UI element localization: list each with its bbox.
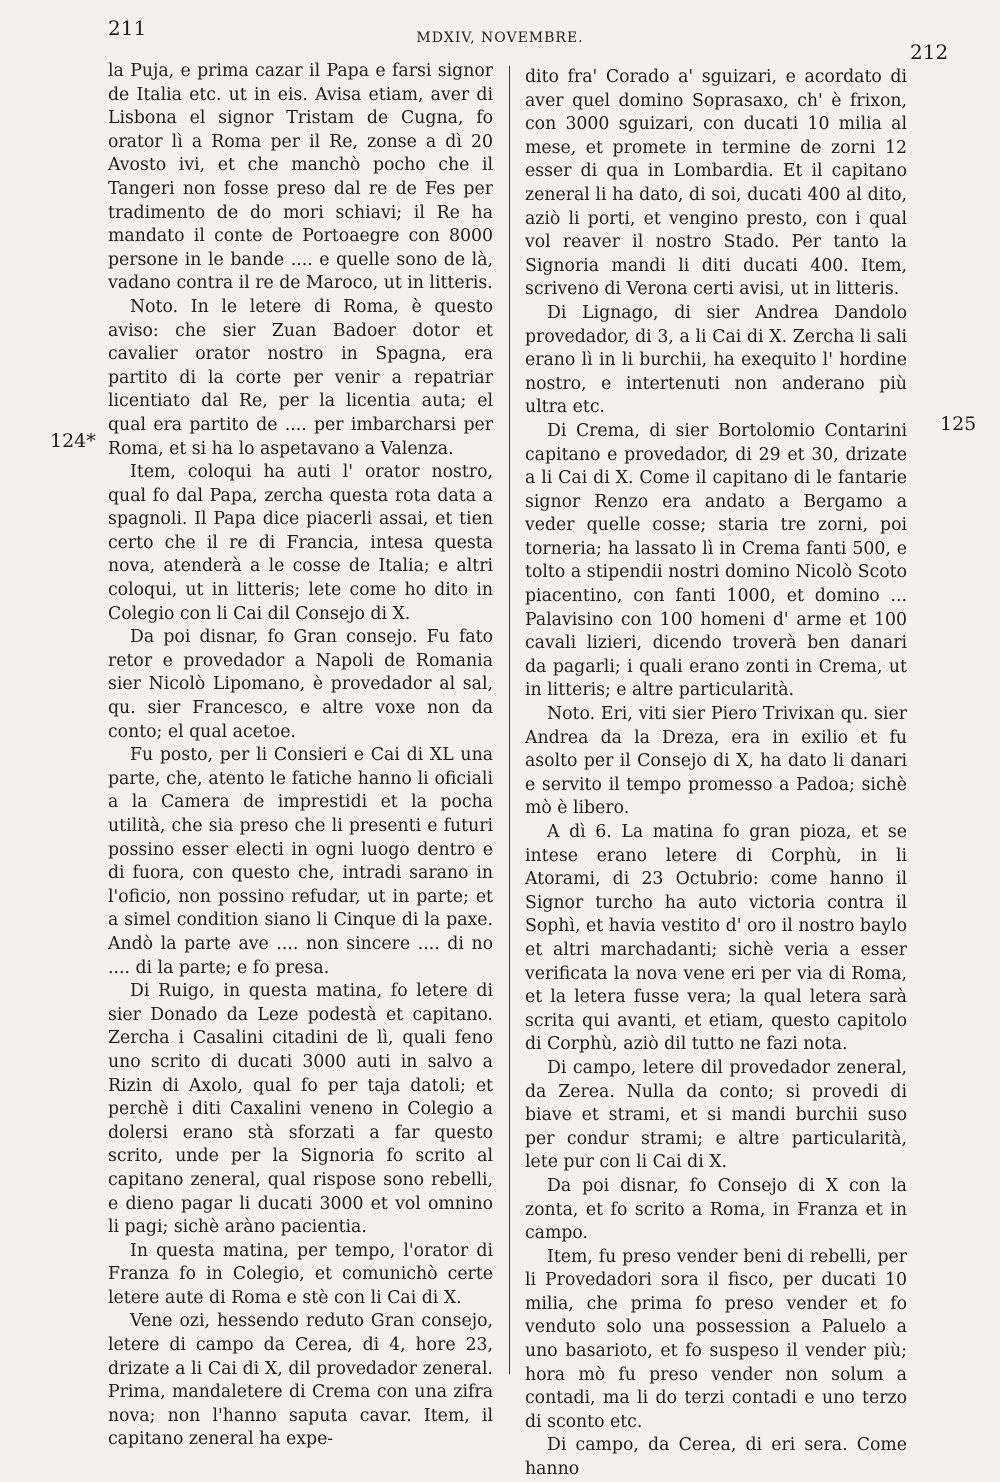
paragraph: Di Crema, di sier Bortolomio Contarini capitano e provedador, di 29 et 30, drizate a li Cai di X. Come il capitano di le fantarie signor Renzo era andato a Bergamo a veder quelle cosse; staria tre zorni, poi torneria; ha lassato lì in Crema fanti 500, e tolto a stipendii nostri domino Nicolò Scoto piacentino, con fanti 1000, et domino ... Palavisino con 100 homeni d' arme et 100 cavali lizieri, dicendo troverà ben danari da pagarli; i quali erano zonti in Crema, ut in litteris; e altre particularità. bbox=[525, 420, 907, 701]
paragraph: Di campo, letere dil provedador zeneral, da Zerea. Nulla da conto; si provedi di biave et strami, et si mandi burchii suso per condur strami; e altre particularità, lete pur con li Cai di X. bbox=[525, 1057, 907, 1173]
paragraph: la Puja, e prima cazar il Papa e farsi signor de Italia etc. ut in eis. Avisa etiam, aver di Lisbona el signor Tristam de Cugna, fo orator lì a Roma per il Re, zonse a dì 20 Avosto ivi, et che manchò pocho che il Tangeri non fosse preso dal re de Fes per tradimento de do mori schiavi; il Re ha mandato il conte de Portoaegre con 8000 persone in le bande .... e quelle sono de là, vadano contra il re de Maroco, ut in litteris. bbox=[108, 61, 493, 294]
page-number-left: 211 bbox=[108, 16, 147, 40]
paragraph: dito fra' Corado a' sguizari, e acordato di aver quel domino Soprasaxo, ch' è frixon, con 3000 sguizari, con ducati 10 milia al mese, et promete in termine de zorni 12 esser di qua in Lombardia. Et il capitano zeneral li ha dato, di soi, ducati 400 al dito, aziò li porti, et vengino presto, con i qual vol reaver il nostro Stado. Per tanto la Signoria mandi li diti ducati 400. Item, scriveno di Verona certi avisi, ut in litteris. bbox=[525, 67, 907, 300]
paragraph: Da poi disnar, fo Consejo di X con la zonta, et fo scrito a Roma, in Franza et in campo. bbox=[525, 1175, 907, 1244]
paragraph: Di Ruigo, in questa matina, fo letere di sier Donado da Leze podestà et capitano. Zercha i Casalini citadini de lì, quali feno uno scrito di ducati 3000 auti in salvo a Rizin di Axolo, qual fo per taja datoli; et perchè i diti Caxalini veneno in Colegio a dolersi erano stà sforzati a far questo scrito, unde per la Signoria fo scrito al capitano zeneral, qual rispose sono rebelli, e dieno pagar li ducati 3000 et vol omnino li pagi; sichè aràno pacientia. bbox=[108, 981, 493, 1238]
paragraph: Item, fu preso vender beni di rebelli, per li Provedadori sora il fisco, per ducati 10 milia, che prima fo preso vender et fo venduto solo una possession a Paluelo a uno basarioto, et fo suspeso il vender più; hora mò fu preso vender non solum a contadi, ma li do terzi contadi e uno terzo di sconto etc. bbox=[525, 1246, 907, 1432]
text-column-left bbox=[108, 60, 493, 1450]
margin-mark-left: 124* bbox=[50, 430, 96, 452]
paragraph: Noto. Eri, viti sier Piero Trivixan qu. sier Andrea da la Dreza, era in exilio et fu asolto per il Consejo di X, ha dato li danari e servito il tempo promesso a Padoa; sichè mò è libero. bbox=[525, 704, 907, 819]
running-header: MDXIV, NOVEMBRE. bbox=[416, 30, 584, 46]
margin-mark-right: 125 bbox=[940, 413, 977, 435]
paragraph: Di Lignago, di sier Andrea Dandolo provedador, di 3, a li Cai di X. Zercha li sali erano lì in li burchii, ha exequito l' hordine nostro, e intertenuti non anderano più ultra etc. bbox=[525, 302, 907, 418]
paragraph: Vene ozi, hessendo reduto Gran consejo, letere di campo da Cerea, di 4, hore 23, drizate a li Cai di X, dil provedador zeneral. Prima, mandaletere di Crema con una zifra nova; non l'hanno saputa cavar. Item, il capitano zeneral ha expe- bbox=[108, 1311, 493, 1450]
page-number-right: 212 bbox=[910, 40, 949, 64]
paragraph: Item, coloqui ha auti l' orator nostro, qual fo dal Papa, zercha questa rota data a spagnoli. Il Papa dice piacerli assai, et tien certo che il re di Francia, intesa questa nova, atenderà a le cosse de Italia; e altri coloqui, ut in litteris; lete come ho dito in Colegio con li Cai dil Consejo di X. bbox=[108, 462, 493, 624]
text-column-right bbox=[525, 66, 907, 1480]
paragraph: Da poi disnar, fo Gran consejo. Fu fato retor e provedador a Napoli de Romania sier Nicolò Lipomano, è provedador al sal, qu. sier Francesco, e altre voxe non da conto; el qual acetoe. bbox=[108, 627, 493, 742]
paragraph: Fu posto, per li Consieri e Cai di XL una parte, che, atento le fatiche hanno li oficiali a la Camera de imprestidi et la pocha utilità, che sia preso che li presenti e futuri possino esser electi in ogni luogo dentro e di fuora, con questo che, intradi sarano in l'oficio, non possino refudar, ut in parte; et a simel condition siano li Cinque di la paxe. Andò la parte ave .... non sincere .... di no .... di la parte; e fo presa. bbox=[108, 745, 493, 978]
paragraph: A dì 6. La matina fo gran pioza, et se intese erano letere di Corphù, in li Atorami, di 23 Octubrio: come hanno il Signor turcho ha auto victoria contra il Sophì, et havia vestito d' oro il nostro baylo et altri marchadanti; sichè veria a esser verificata la nova vene eri per via di Roma, et la letera fusse vera; la qual letera sarà scrita qui avanti, et etiam, questo capitolo di Corphù, aziò dil tutto ne fazi nota. bbox=[525, 822, 907, 1055]
paragraph: In questa matina, per tempo, l'orator di Franza fo in Colegio, et comunichò certe letere aute di Roma e stè con li Cai di X. bbox=[108, 1240, 493, 1308]
paragraph: Noto. In le letere di Roma, è questo aviso: che sier Zuan Badoer dotor et cavalier orator nostro in Spagna, era partito di la corte per venir a repatriar licentiato dal Re, per la licentia auta; el qual era partito de .... per imbarcharsi per Roma, et si ha lo aspetavano a Valenza. bbox=[108, 296, 493, 459]
column-divider bbox=[509, 66, 510, 1374]
paragraph: Di campo, da Cerea, di eri sera. Come hanno bbox=[525, 1435, 907, 1480]
